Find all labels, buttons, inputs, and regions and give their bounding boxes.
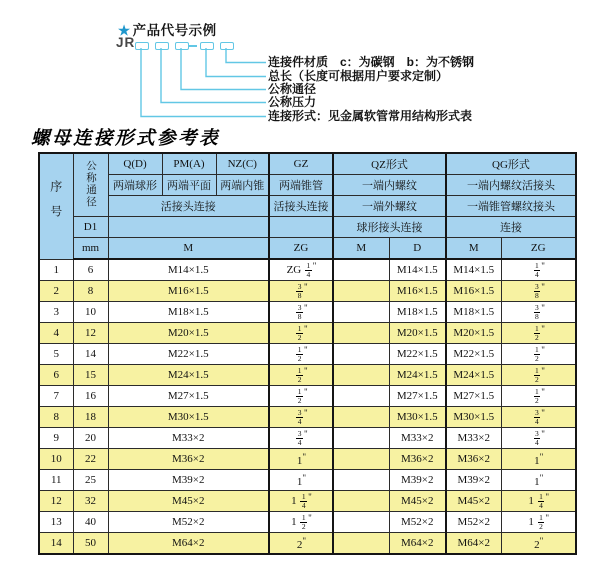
col-header-qz: QZ形式 <box>333 153 446 175</box>
table-cell-r14-c5 <box>333 533 389 555</box>
table-row <box>39 407 576 428</box>
table-cell-r2-c4: $\frac{3}{8}$ " <box>269 281 333 302</box>
table-cell-r10-c5 <box>333 449 389 470</box>
table-cell-r4-c6: M20×1.5 <box>389 323 446 344</box>
col-header-gz: GZ <box>269 153 333 175</box>
table-cell-r6-c5 <box>333 365 389 386</box>
table-row <box>39 259 576 281</box>
table-cell-r2-c5 <box>333 281 389 302</box>
table-cell-r5-c6: M22×1.5 <box>389 344 446 365</box>
diagram-heading-text: 产品代号示例 <box>132 23 217 38</box>
table-cell-r5-c7: M22×1.5 <box>446 344 501 365</box>
table-cell-r9-c4: $\frac{3}{4}$ " <box>269 428 333 449</box>
table-cell-r2-c2: 8 <box>73 281 108 302</box>
unit-header-zg1: ZG <box>269 238 333 260</box>
table-cell-r1-c2: 6 <box>73 259 108 281</box>
table-cell-r11-c2: 25 <box>73 470 108 491</box>
table-cell-r1-c3: M14×1.5 <box>108 259 269 281</box>
col-header-seq-text: 序号 <box>48 179 63 230</box>
table-cell-r12-c8: 1 $\frac{1}{4}$ " <box>501 491 576 512</box>
table-header <box>39 153 576 259</box>
subheader-q: 两端球形 <box>108 175 162 196</box>
table-row <box>39 470 576 491</box>
table-cell-r10-c3: M36×2 <box>108 449 269 470</box>
table-cell-r2-c1: 2 <box>39 281 73 302</box>
table-cell-r13-c6: M52×2 <box>389 512 446 533</box>
table-cell-r9-c8: $\frac{3}{4}$ " <box>501 428 576 449</box>
table-cell-r12-c4: 1 $\frac{1}{4}$ " <box>269 491 333 512</box>
table-cell-r12-c3: M45×2 <box>108 491 269 512</box>
table-cell-r7-c8: $\frac{1}{2}$ " <box>501 386 576 407</box>
table-cell-r4-c8: $\frac{1}{2}$ " <box>501 323 576 344</box>
table-cell-r2-c6: M16×1.5 <box>389 281 446 302</box>
table-row <box>39 281 576 302</box>
table-cell-r1-c5 <box>333 259 389 281</box>
table-cell-r3-c5 <box>333 302 389 323</box>
subheader-nz: 两端内锥 <box>216 175 269 196</box>
table-cell-r5-c2: 14 <box>73 344 108 365</box>
unit-header-d: D <box>389 238 446 260</box>
header-blank-qpn <box>108 217 269 238</box>
table-cell-r10-c6: M36×2 <box>389 449 446 470</box>
table-row <box>39 512 576 533</box>
subheader-union-connection: 活接头连接 <box>108 196 269 217</box>
table-cell-r13-c8: 1 $\frac{1}{2}$ " <box>501 512 576 533</box>
table-title: 螺母连接形式参考表 <box>31 128 221 149</box>
table-cell-r4-c4: $\frac{1}{2}$ " <box>269 323 333 344</box>
unit-header-m3: M <box>446 238 501 260</box>
col-header-q: Q(D) <box>108 153 162 175</box>
table-cell-r14-c3: M64×2 <box>108 533 269 555</box>
table-cell-r4-c1: 4 <box>39 323 73 344</box>
col-header-dn-text: 公称通径 <box>85 159 96 208</box>
table-cell-r9-c5 <box>333 428 389 449</box>
table-cell-r9-c2: 20 <box>73 428 108 449</box>
col-header-pm: PM(A) <box>162 153 216 175</box>
table-cell-r6-c3: M24×1.5 <box>108 365 269 386</box>
table-cell-r3-c2: 10 <box>73 302 108 323</box>
subheader-qz-inner-thread: 一端内螺纹 <box>333 175 446 196</box>
table-cell-r10-c2: 22 <box>73 449 108 470</box>
table-cell-r11-c8: 1" <box>501 470 576 491</box>
col-header-qg: QG形式 <box>446 153 576 175</box>
table-cell-r4-c3: M20×1.5 <box>108 323 269 344</box>
diagram-label-connection: 连接形式：见金属软管常用结构形式表 <box>268 109 473 123</box>
table-cell-r14-c4: 2" <box>269 533 333 555</box>
table-row <box>39 365 576 386</box>
table-cell-r14-c2: 50 <box>73 533 108 555</box>
table-cell-r13-c7: M52×2 <box>446 512 501 533</box>
unit-header-m2: M <box>333 238 389 260</box>
table-cell-r6-c6: M24×1.5 <box>389 365 446 386</box>
table-cell-r9-c7: M33×2 <box>446 428 501 449</box>
nut-connection-table <box>38 152 577 555</box>
table-cell-r5-c3: M22×1.5 <box>108 344 269 365</box>
table-cell-r5-c1: 5 <box>39 344 73 365</box>
table-cell-r13-c3: M52×2 <box>108 512 269 533</box>
table-cell-r10-c7: M36×2 <box>446 449 501 470</box>
unit-header-zg2: ZG <box>501 238 576 260</box>
subheader-qz-outer-thread: 一端外螺纹 <box>333 196 446 217</box>
table-cell-r1-c1: 1 <box>39 259 73 281</box>
col-header-d1: D1 <box>73 217 108 238</box>
table-cell-r11-c3: M39×2 <box>108 470 269 491</box>
table-cell-r1-c8: $\frac{1}{4}$ " <box>501 259 576 281</box>
table-cell-r7-c2: 16 <box>73 386 108 407</box>
table-cell-r7-c6: M27×1.5 <box>389 386 446 407</box>
table-cell-r11-c1: 11 <box>39 470 73 491</box>
table-cell-r9-c1: 9 <box>39 428 73 449</box>
table-cell-r3-c4: $\frac{3}{8}$ " <box>269 302 333 323</box>
table-cell-r6-c7: M24×1.5 <box>446 365 501 386</box>
subheader-pm: 两端平面 <box>162 175 216 196</box>
table-cell-r3-c1: 3 <box>39 302 73 323</box>
table-cell-r7-c5 <box>333 386 389 407</box>
table-cell-r2-c3: M16×1.5 <box>108 281 269 302</box>
diagram-label-length: 总长（长度可根据用户要求定制） <box>268 69 449 83</box>
subheader-gz: 两端锥管 <box>269 175 333 196</box>
table-cell-r8-c7: M30×1.5 <box>446 407 501 428</box>
table-cell-r1-c4: ZG $\frac{1}{4}$ " <box>269 259 333 281</box>
table-cell-r11-c5 <box>333 470 389 491</box>
table-cell-r4-c2: 12 <box>73 323 108 344</box>
unit-header-m1: M <box>108 238 269 260</box>
table-cell-r8-c4: $\frac{3}{4}$ " <box>269 407 333 428</box>
table-cell-r13-c2: 40 <box>73 512 108 533</box>
table-cell-r8-c6: M30×1.5 <box>389 407 446 428</box>
table-cell-r2-c8: $\frac{3}{8}$ " <box>501 281 576 302</box>
subheader-qg-inner-thread: 一端内螺纹活接头 <box>446 175 576 196</box>
table-cell-r5-c5 <box>333 344 389 365</box>
table-cell-r4-c5 <box>333 323 389 344</box>
table-cell-r13-c4: 1 $\frac{1}{2}$ " <box>269 512 333 533</box>
table-cell-r12-c2: 32 <box>73 491 108 512</box>
table-cell-r8-c8: $\frac{3}{4}$ " <box>501 407 576 428</box>
table-cell-r5-c8: $\frac{1}{2}$ " <box>501 344 576 365</box>
table-cell-r1-c6: M14×1.5 <box>389 259 446 281</box>
col-header-seq <box>39 153 73 259</box>
table-row <box>39 302 576 323</box>
table-cell-r10-c8: 1" <box>501 449 576 470</box>
subheader-qg-connection: 连接 <box>446 217 576 238</box>
col-header-mm: mm <box>73 238 108 260</box>
table-cell-r2-c7: M16×1.5 <box>446 281 501 302</box>
table-cell-r9-c6: M33×2 <box>389 428 446 449</box>
subheader-qg-taper-thread: 一端锥管螺纹接头 <box>446 196 576 217</box>
table-cell-r12-c1: 12 <box>39 491 73 512</box>
table-cell-r7-c1: 7 <box>39 386 73 407</box>
table-cell-r7-c4: $\frac{1}{2}$ " <box>269 386 333 407</box>
table-cell-r14-c6: M64×2 <box>389 533 446 555</box>
table-cell-r14-c8: 2" <box>501 533 576 555</box>
table-cell-r8-c2: 18 <box>73 407 108 428</box>
table-cell-r1-c7: M14×1.5 <box>446 259 501 281</box>
col-header-nz: NZ(C) <box>216 153 269 175</box>
diagram-label-pressure: 公称压力 <box>268 95 317 109</box>
table-cell-r4-c7: M20×1.5 <box>446 323 501 344</box>
nut-table-body <box>39 259 576 554</box>
table-cell-r8-c1: 8 <box>39 407 73 428</box>
table-cell-r7-c3: M27×1.5 <box>108 386 269 407</box>
table-cell-r13-c5 <box>333 512 389 533</box>
table-row <box>39 449 576 470</box>
table-cell-r12-c7: M45×2 <box>446 491 501 512</box>
table-row <box>39 386 576 407</box>
table-cell-r14-c1: 14 <box>39 533 73 555</box>
table-cell-r11-c7: M39×2 <box>446 470 501 491</box>
subheader-qz-ball-connection: 球形接头连接 <box>333 217 446 238</box>
diagram-label-material: 连接件材质 c：为碳钢 b：为不锈钢 <box>268 55 475 69</box>
table-cell-r3-c6: M18×1.5 <box>389 302 446 323</box>
table-cell-r6-c1: 6 <box>39 365 73 386</box>
table-cell-r6-c2: 15 <box>73 365 108 386</box>
table-cell-r11-c6: M39×2 <box>389 470 446 491</box>
table-cell-r14-c7: M64×2 <box>446 533 501 555</box>
table-cell-r8-c3: M30×1.5 <box>108 407 269 428</box>
table-cell-r8-c5 <box>333 407 389 428</box>
table-cell-r6-c8: $\frac{1}{2}$ " <box>501 365 576 386</box>
table-cell-r6-c4: $\frac{1}{2}$ " <box>269 365 333 386</box>
col-header-dn <box>73 153 108 217</box>
diagram-label-diameter: 公称通径 <box>268 82 317 96</box>
subheader-gz-union-connection: 活接头连接 <box>269 196 333 217</box>
table-cell-r12-c5 <box>333 491 389 512</box>
star-icon: ★ <box>118 23 131 38</box>
table-cell-r10-c4: 1" <box>269 449 333 470</box>
table-cell-r3-c8: $\frac{3}{8}$ " <box>501 302 576 323</box>
table-row <box>39 323 576 344</box>
table-cell-r3-c3: M18×1.5 <box>108 302 269 323</box>
table-row <box>39 533 576 555</box>
table-cell-r13-c1: 13 <box>39 512 73 533</box>
table-cell-r3-c7: M18×1.5 <box>446 302 501 323</box>
table-cell-r11-c4: 1" <box>269 470 333 491</box>
table-row <box>39 491 576 512</box>
table-row <box>39 428 576 449</box>
table-cell-r10-c1: 10 <box>39 449 73 470</box>
table-cell-r7-c7: M27×1.5 <box>446 386 501 407</box>
code-prefix: JR <box>116 35 136 50</box>
header-blank-gz <box>269 217 333 238</box>
table-cell-r9-c3: M33×2 <box>108 428 269 449</box>
table-cell-r5-c4: $\frac{1}{2}$ " <box>269 344 333 365</box>
table-cell-r12-c6: M45×2 <box>389 491 446 512</box>
table-row <box>39 344 576 365</box>
